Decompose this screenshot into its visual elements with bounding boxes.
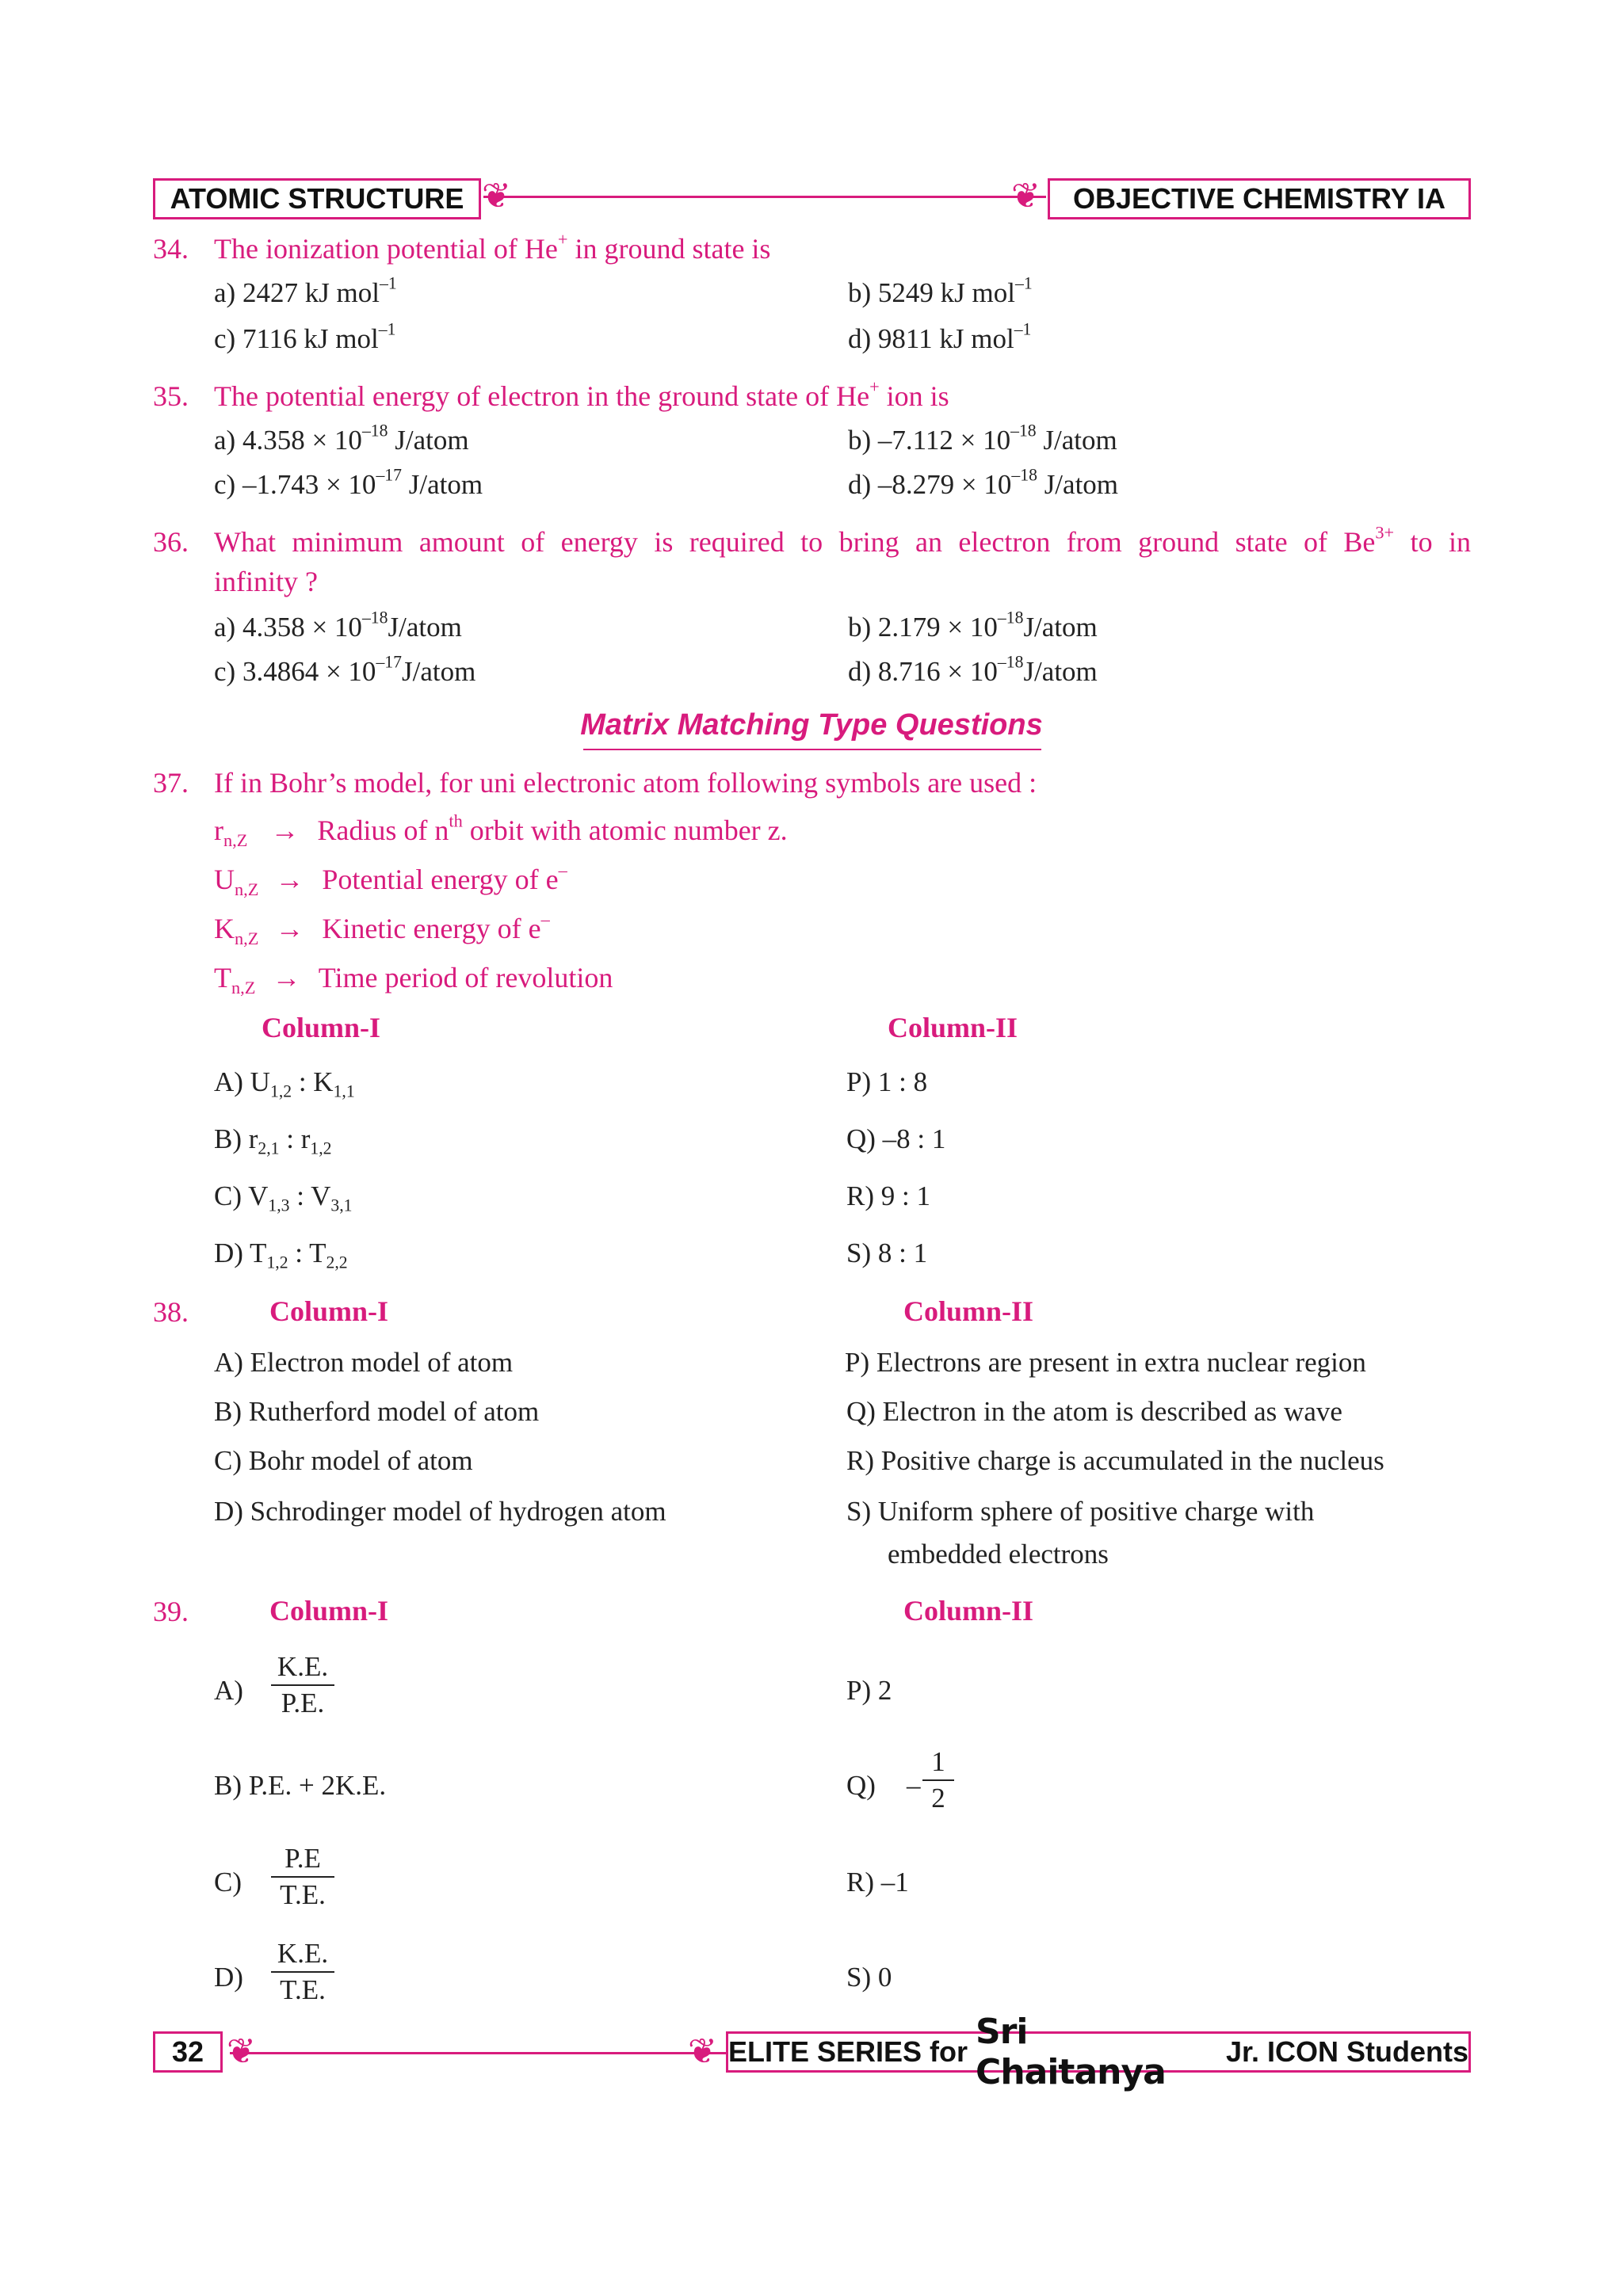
q38-item-d: D) Schrodinger model of hydrogen atom bbox=[214, 1496, 666, 1527]
q34-option-a: a) 2427 kJ mol$^{-1}$ bbox=[214, 273, 397, 308]
header-left-text: ATOMIC STRUCTURE bbox=[170, 182, 464, 215]
q37-item-p: P) 1 : 8 bbox=[846, 1066, 928, 1097]
arrow-icon: → bbox=[275, 913, 304, 944]
q37-item-c: C) $V_{1,3}$ : $V_{3,1}$ bbox=[214, 1180, 353, 1215]
q39-item-q-label: Q) bbox=[846, 1770, 876, 1801]
q37-number: 37. bbox=[153, 767, 189, 799]
q36-number: 36. bbox=[153, 526, 189, 558]
footer-brand: Sri Chaitanya bbox=[976, 2012, 1166, 2092]
q39-item-s: S) 0 bbox=[846, 1962, 892, 1993]
q38-item-b: B) Rutherford model of atom bbox=[214, 1396, 540, 1427]
q35-option-a: a) $4.358 \times 10^{-18}$ J/atom bbox=[214, 421, 469, 456]
q37-item-d: D) $T_{1,2}$ : $T_{2,2}$ bbox=[214, 1238, 348, 1272]
q37-item-q: Q) –8 : 1 bbox=[846, 1123, 946, 1154]
q39-item-d-fraction: $\frac{K.E.}{T.E.}$ bbox=[271, 1936, 334, 2008]
q36-option-b: b) $2.179 \times 10^{-18}J$/atom bbox=[848, 608, 1098, 643]
q39-column-1-heading: Column-I bbox=[269, 1595, 389, 1627]
footer-rule bbox=[230, 2052, 729, 2054]
q38-number: 38. bbox=[153, 1296, 189, 1328]
q39-item-a-label: A) bbox=[214, 1675, 243, 1706]
q39-item-q-sign: – bbox=[907, 1770, 921, 1801]
q36-text-line1: What minimum amount of energy is required to bring an electron from ground state of $Be^{3+}$ to in bbox=[214, 522, 1471, 558]
q37-item-a: A) $U_{1,2}$ : $K_{1,1}$ bbox=[214, 1066, 355, 1101]
q35-option-b: b) $-7.112 \times 10^{-18}$ J/atom bbox=[848, 421, 1117, 456]
footer-ornament-right-icon: ❦ bbox=[688, 2031, 717, 2072]
q39-item-d-label: D) bbox=[214, 1962, 243, 1993]
q38-item-a: A) Electron model of atom bbox=[214, 1347, 514, 1378]
q38-column-1-heading: Column-I bbox=[269, 1295, 389, 1327]
q38-item-p: P) Electrons are present in extra nuclear region bbox=[845, 1347, 1366, 1378]
arrow-icon: → bbox=[272, 962, 301, 994]
footer-series-title: ELITE SERIES for Sri Chaitanya Jr. ICON Students bbox=[726, 2031, 1471, 2073]
q39-item-q-fraction: $\frac{1}{2}$ bbox=[922, 1745, 954, 1816]
q34-option-b: b) 5249 kJ mol$^{-1}$ bbox=[848, 273, 1033, 308]
header-ornament-left-icon: ❦ bbox=[482, 176, 511, 216]
q39-number: 39. bbox=[153, 1596, 189, 1627]
q37-column-1-heading: Column-I bbox=[262, 1012, 381, 1043]
q38-item-s-line2: embedded electrons bbox=[888, 1539, 1109, 1569]
header-book-title bbox=[1048, 178, 1471, 219]
q36-option-c: c) $3.4864 \times 10^{-17}J$/atom bbox=[214, 652, 476, 687]
q35-text: The potential energy of electron in the ground state of He+ ion is bbox=[214, 376, 949, 412]
q37-column-2-heading: Column-II bbox=[888, 1012, 1018, 1043]
q38-item-c: C) Bohr model of atom bbox=[214, 1445, 473, 1476]
header-chapter-title bbox=[153, 178, 481, 219]
footer-ornament-left-icon: ❦ bbox=[227, 2031, 256, 2072]
q34-number: 34. bbox=[153, 233, 189, 265]
q37-item-r: R) 9 : 1 bbox=[846, 1180, 930, 1211]
q39-item-b: B) P.E. + 2K.E. bbox=[214, 1770, 387, 1801]
q39-item-r: R) –1 bbox=[846, 1867, 909, 1897]
q37-symbol-k: $K_{n,Z}$ → Kinetic energy of e– bbox=[214, 909, 550, 948]
q36-option-a: a) $4.358 \times 10^{-18}J$/atom bbox=[214, 608, 462, 643]
q39-item-c-fraction: $\frac{P.E}{T.E.}$ bbox=[271, 1841, 334, 1913]
arrow-icon: → bbox=[270, 814, 300, 846]
q37-symbol-r: $r_{n,Z}$ → Radius of $n^{th}$ orbit with atomic number z. bbox=[214, 810, 788, 850]
section-title: Matrix Matching Type Questions bbox=[580, 708, 1043, 742]
q37-symbol-t: $T_{n,Z}$ → Time period of revolution bbox=[214, 962, 613, 997]
q39-item-p: P) 2 bbox=[846, 1675, 892, 1706]
q38-item-s-line1: S) Uniform sphere of positive charge with bbox=[846, 1496, 1315, 1527]
section-title-underline bbox=[583, 749, 1041, 750]
arrow-icon: → bbox=[275, 864, 304, 895]
footer-page-number: 32 bbox=[153, 2031, 223, 2073]
q38-column-2-heading: Column-II bbox=[903, 1295, 1034, 1327]
q37-item-b: B) $r_{2,1}$ : $r_{1,2}$ bbox=[214, 1123, 332, 1158]
q39-item-a-fraction: $\frac{K.E.}{P.E.}$ bbox=[271, 1650, 334, 1721]
q38-item-q: Q) Electron in the atom is described as wave bbox=[846, 1396, 1342, 1427]
q34-text: The ionization potential of He+ in ground state is bbox=[214, 229, 771, 265]
q36-text-line2: infinity ? bbox=[214, 566, 318, 597]
q39-column-2-heading: Column-II bbox=[903, 1595, 1034, 1627]
q39-item-c-label: C) bbox=[214, 1867, 242, 1897]
q38-item-r: R) Positive charge is accumulated in the nucleus bbox=[846, 1445, 1384, 1476]
q34-option-d: d) 9811 kJ mol$^{-1}$ bbox=[848, 319, 1032, 354]
header-ornament-right-icon: ❦ bbox=[1011, 176, 1041, 216]
q35-option-c: c) $-1.743 \times 10^{-17}$ J/atom bbox=[214, 465, 483, 500]
q35-number: 35. bbox=[153, 380, 189, 412]
q37-item-s: S) 8 : 1 bbox=[846, 1238, 928, 1268]
q37-text: If in Bohr’s model, for uni electronic atom following symbols are used : bbox=[214, 767, 1037, 799]
q37-symbol-u: $U_{n,Z}$ → Potential energy of e– bbox=[214, 860, 567, 899]
header-right-text: OBJECTIVE CHEMISTRY IA bbox=[1072, 182, 1446, 215]
q34-option-c: c) 7116 kJ mol$^{-1}$ bbox=[214, 319, 396, 354]
header-rule bbox=[483, 196, 1046, 198]
q35-option-d: d) $-8.279 \times 10^{-18}$ J/atom bbox=[848, 465, 1119, 500]
q36-option-d: d) $8.716 \times 10^{-18}J$/atom bbox=[848, 652, 1098, 687]
